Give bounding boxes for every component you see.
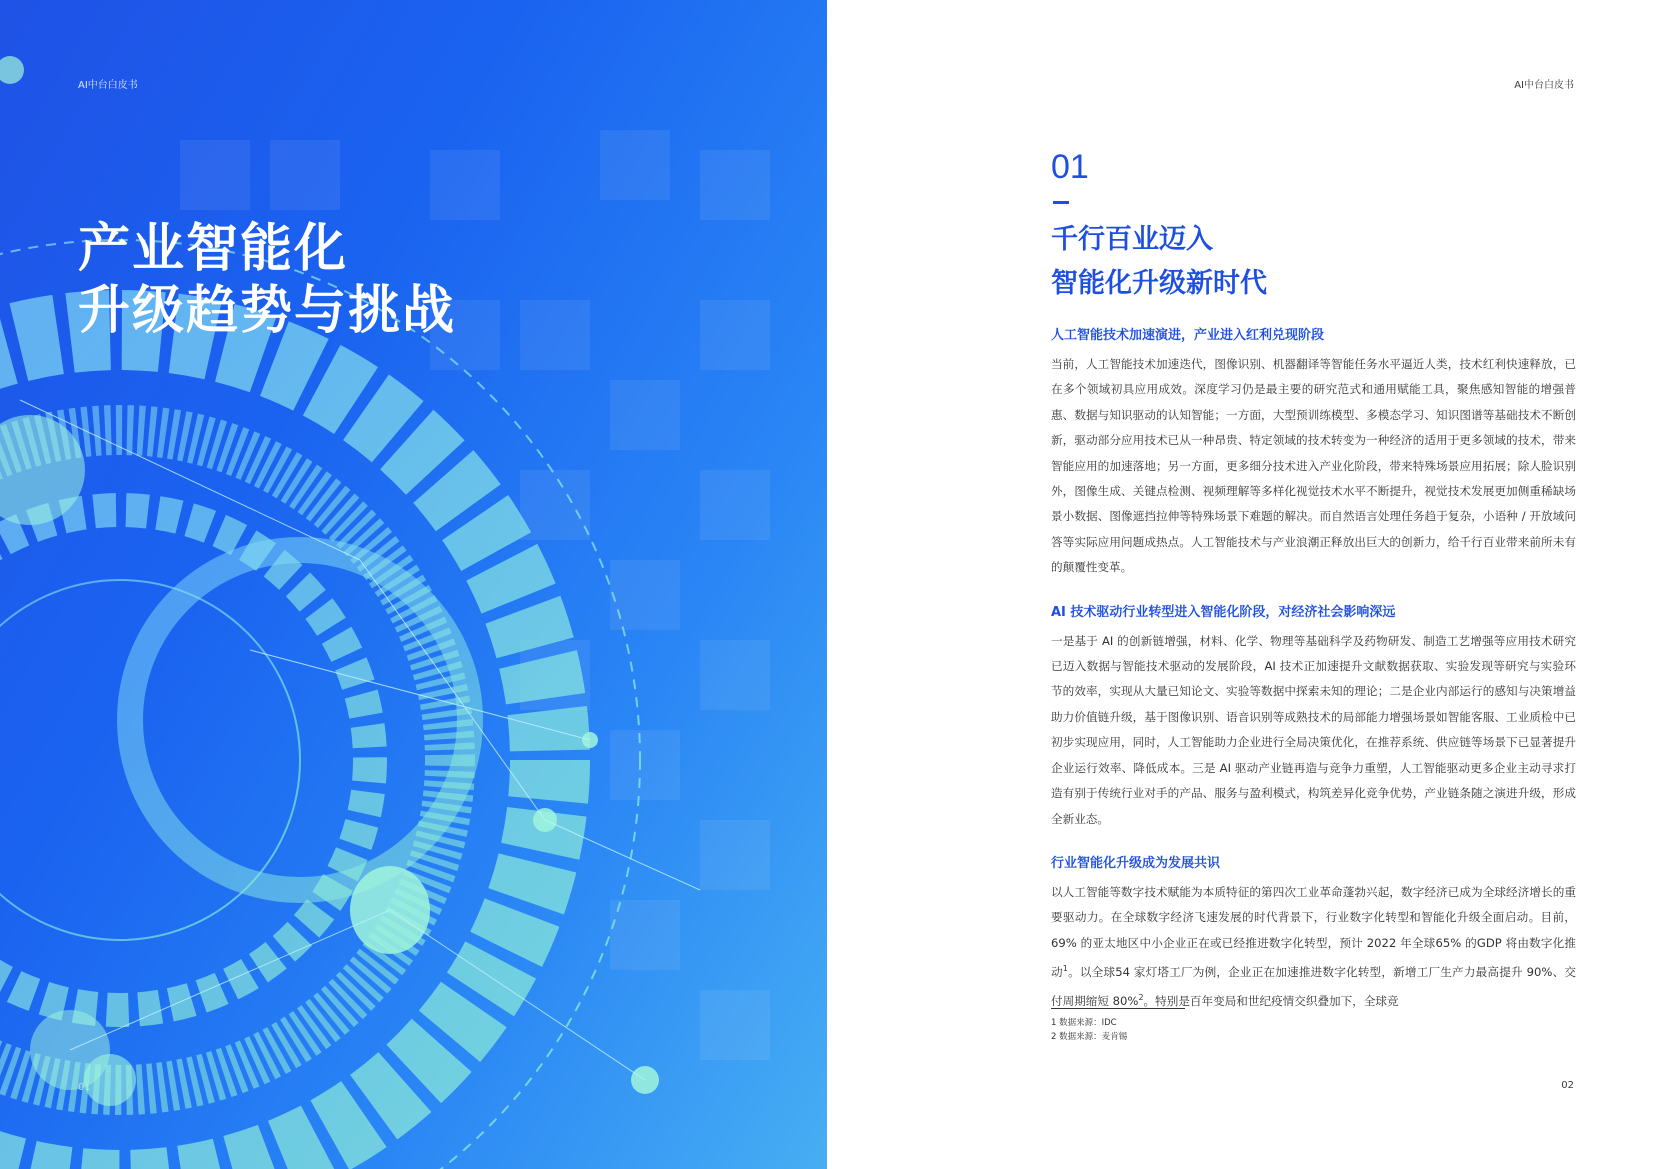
section-heading: AI 技术驱动行业转型进入智能化阶段，对经济社会影响深远 — [1051, 604, 1396, 620]
right-page — [827, 0, 1654, 1169]
section-1 — [1051, 326, 1576, 581]
section-paragraph: 一是基于 AI 的创新链增强，材料、化学、物理等基础科学及药物研发、制造工艺增强等应用技术研究已迈入数据与智能技术驱动的发展阶段，AI 技术正加速提升文献数据获取、实验发现等研究与实验环节的效率，实现从大量已知论文、实验等数据中探索未知的理论；二是企业内部运行的感知与决策增益助力价值链升级，基于图像识别、语音识别等成熟技术的局部能力增强场景如智能客服、工业质检中已初步实现应用，同时，人工智能助力企业进行全局决策优化，在推荐系统、供应链等场景下已显著提升企业运行效率、降低成本。三是 AI 驱动产业链再造与竞争力重塑，人工智能驱动更多企业主动寻求打造有别于传统行业对手的产品、服务与盈利模式，构筑差异化竞争优势，产业链条随之演进升级，形成全新业态。 — [1051, 633, 1576, 826]
chapter-title-line-2: 智能化升级新时代 — [1051, 268, 1267, 299]
footnote-rule — [1051, 1008, 1185, 1009]
footnote-2: 2 数据来源：麦肯锡 — [1051, 1032, 1128, 1042]
footnote-ref-1[interactable]: 1 — [1062, 964, 1068, 974]
section-paragraph — [1051, 880, 1576, 1015]
chapter-divider — [1053, 201, 1069, 204]
section-title-line-1: 产业智能化 — [78, 219, 349, 279]
running-header: AI中台白皮书 — [1514, 80, 1574, 91]
section-heading: 人工智能技术加速演进，产业进入红利兑现阶段 — [1051, 328, 1325, 343]
section-title-line-2: 升级趋势与挑战 — [78, 281, 457, 341]
footnote-ref-2[interactable]: 2 — [1138, 993, 1144, 1003]
chapter-number: 01 — [1051, 148, 1089, 186]
section-heading: 行业智能化升级成为发展共识 — [1051, 855, 1221, 871]
chapter-title — [1051, 218, 1267, 306]
footnotes — [1051, 1008, 1351, 1044]
section-3 — [1051, 854, 1576, 1015]
paragraph-text-3: 。特别是百年变局和世纪疫情交织叠加下，全球竞 — [1143, 994, 1399, 1009]
section-title — [78, 218, 456, 342]
chapter-title-line-1: 千行百业迈入 — [1051, 224, 1213, 255]
section-paragraph: 当前，人工智能技术加速迭代，图像识别、机器翻译等智能任务水平逼近人类，技术红利快速释放，已在多个领域初具应用成效。深度学习仍是最主要的研究范式和通用赋能工具，聚焦感知智能的增强普惠、数据与知识驱动的认知智能；一方面，大型预训练模型、多模态学习、知识图谱等基础技术不断创新，驱动部分应用技术已从一种昂贵、特定领域的技术转变为一种经济的适用于更多领域的技术，带来智能应用的加速落地；另一方面，更多细分技术进入产业化阶段，带来特殊场景应用拓展；除人脸识别外，图像生成、关键点检测、视频理解等多样化视觉技术水平不断提升，视觉技术发展更加侧重稀缺场景小数据、图像遮挡拉伸等特殊场景下难题的解决。而自然语言处理任务趋于复杂，小语种 / 开放域问答等实际应用问题成热点。人工智能技术与产业浪潮正释放出巨大的创新力，给千行百业带来前所未有的颠覆性变革。 — [1051, 357, 1576, 575]
running-header: AI中台白皮书 — [78, 80, 138, 91]
page-number: 02 — [1561, 1080, 1574, 1091]
paragraph-text-2: 。以全球54 家灯塔工厂为例，企业正在加速推进数字化转型，新增工厂生产力最高提升 90%、交付周期缩短 80% — [1051, 964, 1576, 1009]
footnote-1: 1 数据来源：IDC — [1051, 1018, 1117, 1028]
section-2 — [1051, 603, 1576, 832]
body-content — [1051, 326, 1576, 1037]
page-number: 01 — [78, 1082, 91, 1093]
paragraph-text-1: 以人工智能等数字技术赋能为本质特征的第四次工业革命蓬勃兴起，数字经济已成为全球经济增长的重要驱动力。在全球数字经济飞速发展的时代背景下，行业数字化转型和智能化升级全面启动。目前，69% 的亚太地区中小企业正在或已经推进数字化转型，预计 2022 年全球65% 的GDP 将由数字化推动 — [1051, 884, 1577, 979]
